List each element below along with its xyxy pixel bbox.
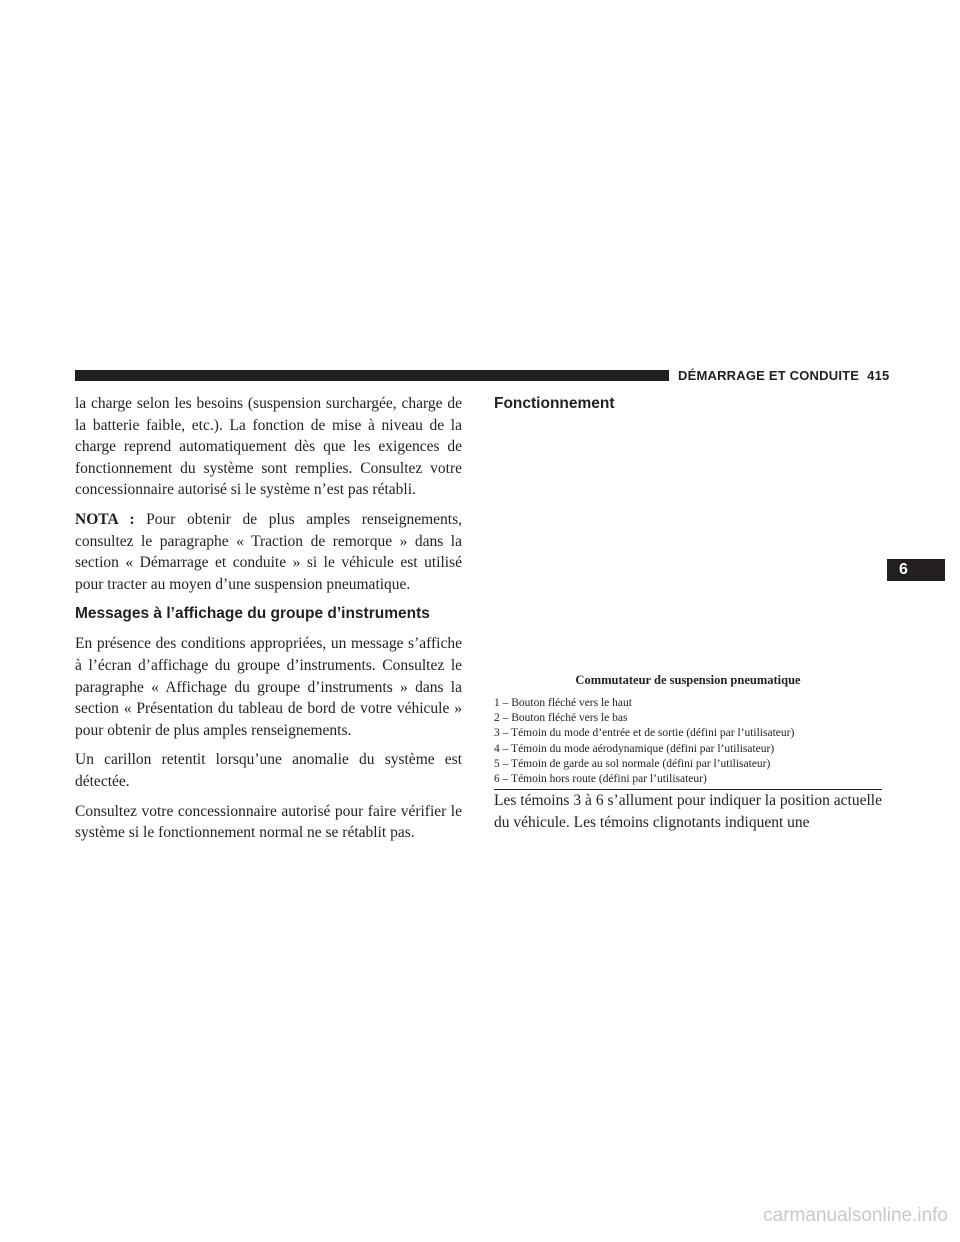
legend-item: 4 – Témoin du mode aérodynamique (défini par l’utilisateur) — [494, 742, 775, 755]
paragraph-indicators: Les témoins 3 à 6 s’allument pour indiquer la position actuelle du véhicule. Les témoins clignotants indiquent une — [494, 792, 882, 831]
page-number: 415 — [867, 368, 890, 383]
figure-legend — [494, 696, 882, 790]
section-heading-operation: Fonctionnement — [494, 395, 615, 412]
paragraph-chime: Un carillon retentit lorsqu’une anomalie du système est détectée. — [75, 751, 462, 790]
nota-label: NOTA : — [75, 510, 135, 528]
chapter-tab: 6 — [887, 559, 945, 581]
legend-item: 5 – Témoin de garde au sol normale (défini par l’utilisateur) — [494, 757, 771, 770]
section-heading-messages: Messages à l’affichage du groupe d’instruments — [75, 605, 430, 623]
nota-paragraph — [75, 509, 462, 595]
running-header — [678, 368, 888, 386]
legend-item: 3 – Témoin du mode d’entrée et de sortie (défini par l’utilisateur) — [494, 727, 795, 740]
figure-area — [494, 423, 882, 671]
left-column — [75, 393, 462, 852]
header-rule — [75, 370, 669, 381]
legend-item: 6 – Témoin hors route (défini par l’utilisateur) — [494, 773, 707, 786]
paragraph-messages: En présence des conditions appropriées, un message s’affiche à l’écran d’affichage du groupe d’instruments. Consultez le paragraphe « Affichage du groupe d’instruments » dans la section « Présentation du tableau de bord de votre véhicule » pour obtenir de plus amples renseignements. — [75, 635, 462, 739]
figure-caption: Commutateur de suspension pneumatique — [575, 673, 801, 687]
watermark: carmanualsonline.info — [763, 1205, 948, 1226]
nota-text: Pour obtenir de plus amples renseignements, consultez le paragraphe « Traction de remorque » dans la section « Démarrage et conduite » si le véhicule est utilisé pour tracter au moyen d’une suspension pneumatique. — [75, 510, 462, 593]
header-section-title: DÉMARRAGE ET CONDUITE — [678, 368, 860, 383]
paragraph-load-leveling: la charge selon les besoins (suspension surchargée, charge de la batterie faible, etc.). La fonction de mise à niveau de la charge reprend automatiquement dès que les exigences de fonctionnement du système sont remplies. Consultez votre concessionnaire autorisé si le système n’est pas rétabli. — [75, 395, 462, 499]
right-column — [494, 393, 882, 841]
paragraph-dealer: Consultez votre concessionnaire autorisé pour faire vérifier le système si le fonctionnement normal ne se rétablit pas. — [75, 802, 462, 842]
legend-item: 1 – Bouton fléché vers le haut — [494, 697, 632, 709]
legend-item: 2 – Bouton fléché vers le bas — [494, 712, 628, 725]
